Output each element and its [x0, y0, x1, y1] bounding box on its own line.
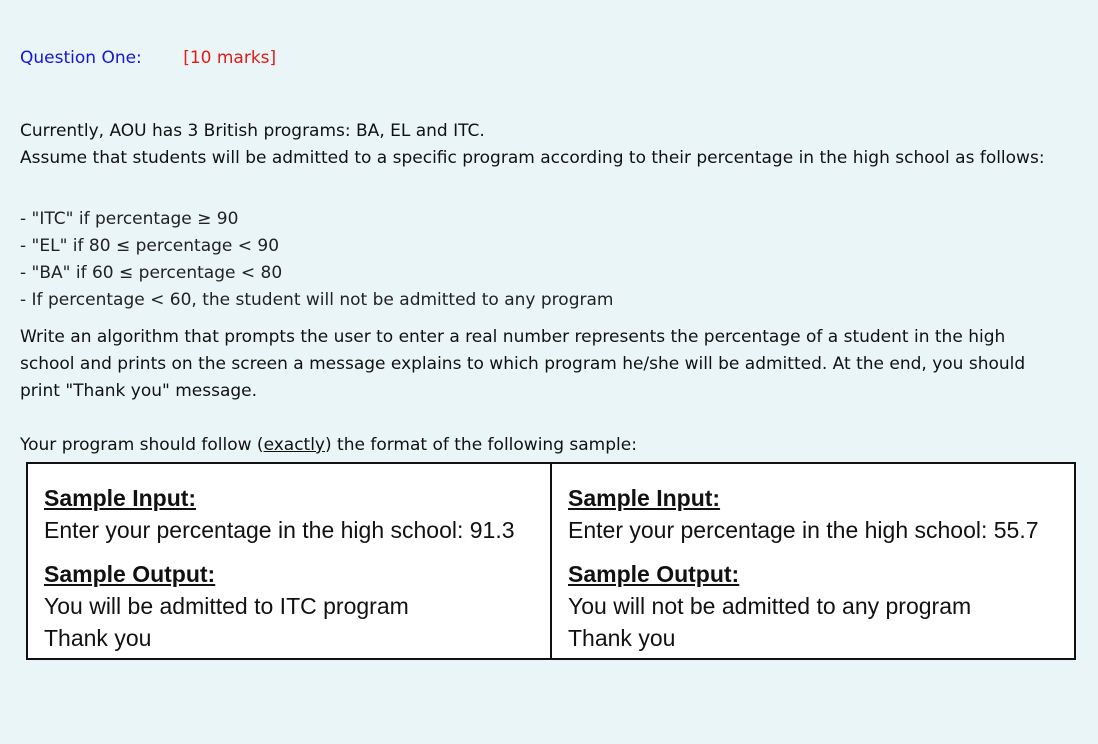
rule-item: - If percentage < 60, the student will not be admitted to any program	[20, 290, 614, 310]
rule-item: - "BA" if 60 ≤ percentage < 80	[20, 263, 283, 283]
format-note-before: Your program should follow (	[20, 435, 264, 455]
sample-cell-2	[550, 464, 1074, 658]
sample-input-text: Enter your percentage in the high school: 55.7	[568, 517, 1039, 543]
question-header	[20, 48, 276, 68]
intro-line-2: Assume that students will be admitted to a specific program according to their percentage in the high school as follows:	[20, 148, 1045, 168]
question-marks: [10 marks]	[183, 48, 277, 68]
format-note	[20, 432, 1060, 459]
question-title: Question One:	[20, 48, 142, 68]
sample-output-line-2: Thank you	[44, 625, 152, 651]
sample-input-text: Enter your percentage in the high school: 91.3	[44, 517, 515, 543]
sample-table	[26, 462, 1076, 660]
sample-output-line-1: You will not be admitted to any program	[568, 593, 972, 619]
intro-paragraph	[20, 118, 1060, 172]
intro-line-1: Currently, AOU has 3 British programs: BA, EL and ITC.	[20, 121, 485, 141]
format-note-emphasis: exactly	[263, 435, 325, 455]
admission-rules-list	[20, 206, 613, 314]
sample-output-line-2: Thank you	[568, 625, 676, 651]
sample-cell-1	[28, 464, 550, 658]
sample-output-label: Sample Output:	[44, 561, 216, 587]
format-note-after: ) the format of the following sample:	[325, 435, 637, 455]
task-paragraph: Write an algorithm that prompts the user to enter a real number represents the percentage of a student in the high school and prints on the screen a message explains to which program he/she will be admitted. At the end, you should print "Thank you" message.	[20, 327, 1026, 401]
sample-output-line-1: You will be admitted to ITC program	[44, 593, 409, 619]
rule-item: - "EL" if 80 ≤ percentage < 90	[20, 236, 280, 256]
sample-input-label: Sample Input:	[44, 485, 197, 511]
sample-input-label: Sample Input:	[568, 485, 721, 511]
sample-output-label: Sample Output:	[568, 561, 740, 587]
rule-item: - "ITC" if percentage ≥ 90	[20, 209, 239, 229]
